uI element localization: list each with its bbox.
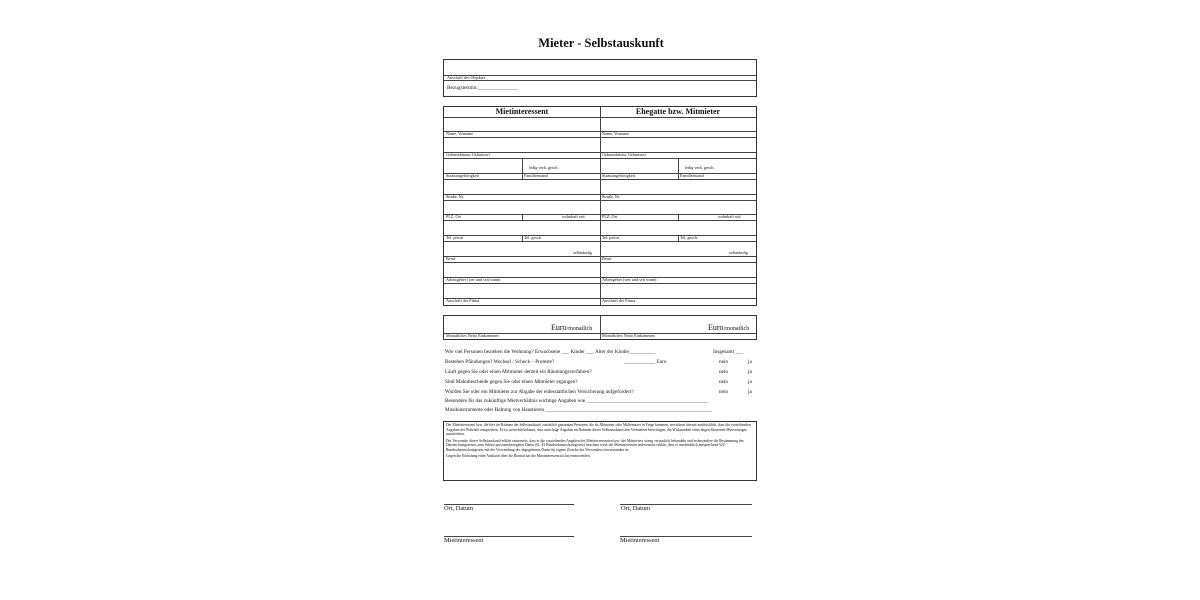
euro-label: Euro	[551, 323, 567, 332]
applicant-table	[443, 106, 757, 306]
right-income-unit	[708, 323, 749, 332]
income-table	[443, 315, 757, 340]
right-self-employed-label[interactable]: selbständig	[729, 250, 748, 255]
question-persons-total[interactable]: Insgesamt ___	[713, 349, 744, 355]
right-city-label: PLZ, Ort	[602, 214, 618, 219]
left-tenant-signature-label: Mietinteressent	[444, 537, 484, 544]
disclaimer-paragraph-3: Gegen die Einholung einer Auskunft über die Bonität hat der Mietinteressent nichts einzuwenden.	[446, 454, 591, 458]
left-place-date-label: Ort, Datum	[444, 505, 474, 512]
right-tenant-signature-label: Mietinteressent	[620, 537, 660, 544]
left-birth-label: Geburtsdatum, Geburtsort	[446, 152, 490, 157]
left-street-label: Straße, Nr.	[446, 194, 465, 199]
right-place-date-label: Ort, Datum	[621, 505, 651, 512]
question-dunning-yes[interactable]: ja	[748, 379, 752, 385]
question-seizures: Bestehen Pfändungen? Wechsel / Scheck – Proteste?	[445, 359, 555, 365]
right-tel-business-label: Tel. gesch.	[680, 235, 698, 240]
right-birth-label: Geburtsdatum, Geburtsort	[602, 152, 646, 157]
left-job-label: Beruf	[446, 256, 456, 261]
question-dunning: Sind Mahnbescheide gegen Sie oder einen Mitmieter ergangen?	[445, 379, 578, 385]
right-income-label: Monatliches Netto Einkommen	[602, 333, 655, 338]
right-marital-options[interactable]: ledig verh. gesch.	[685, 165, 715, 170]
question-eviction: Läuft gegen Sie oder einen Mitmieter derzeit ein Räumungsverfahren?	[445, 369, 592, 375]
left-name-label: Name, Vorname	[446, 131, 474, 136]
question-eviction-no[interactable]: nein	[719, 369, 728, 375]
question-persons[interactable]: Wie viel Personen beziehen die Wohnung? Erwachsene ___ Kinder ___ Alter der Kinder__________	[445, 349, 656, 355]
right-nationality-label: Staatsangehörigkeit	[602, 173, 636, 178]
document-page	[436, 30, 766, 590]
question-seizures-amount[interactable]: ____________ Euro	[624, 359, 667, 365]
right-resident-since-label: wohnhaft seit	[718, 214, 741, 219]
right-tel-private-label: Tel. privat	[602, 235, 620, 240]
disclaimer-box	[443, 421, 757, 481]
question-affidavit-no[interactable]: nein	[719, 389, 728, 395]
left-column-header: Mietinteressent	[495, 107, 549, 116]
right-column-header: Ehegatte bzw. Mitmieter	[635, 107, 721, 116]
right-employer-label: Arbeitgeber (wer und seit wann)	[602, 277, 657, 282]
left-income-unit	[551, 323, 592, 332]
question-affidavit: Wurden Sie oder ein Mitmieter zur Abgabe der eidesstattlichen Versicherung aufgefordert?	[445, 389, 634, 395]
question-dunning-no[interactable]: nein	[719, 379, 728, 385]
document-title: Mieter - Selbstauskunft	[538, 36, 664, 50]
left-employer-address-label: Anschrift der Firma	[446, 298, 480, 303]
per-month-label: /monatlich	[566, 326, 593, 332]
question-affidavit-yes[interactable]: ja	[748, 389, 752, 395]
left-self-employed-label[interactable]: selbständig	[573, 250, 592, 255]
left-marital-label: Familienstand	[524, 173, 548, 178]
left-tel-private-label: Tel. privat	[446, 235, 464, 240]
question-seizures-no[interactable]: nein	[719, 359, 728, 365]
object-box	[443, 59, 757, 97]
right-employer-address-label: Anschrift der Firma	[602, 298, 636, 303]
left-employer-label: Arbeitgeber (wer und seit wann)	[446, 277, 501, 282]
left-tel-business-label: Tel. gesch.	[524, 235, 542, 240]
disclaimer-paragraph-1: Der Mietinteressent bzw. die hier im Rahmen der Selbstauskunft zusätzlich genannten Personen, die als Mitmieter oder Mitbenutzer in Frage kommen, versichern hiermit ausdrücklich, dass die vorstehenden Angaben der Wahrheit entsprechen. Es ist weiterhin bekannt, dass unrichtige Angaben im Rahmen dieser Selbstauskunft den Vermietern berechtigen, die Wirksamkeit eines abgeschlossenen Mietvertrages anzufechten.	[446, 423, 751, 436]
right-job-label: Beruf	[602, 256, 612, 261]
left-nationality-label: Staatsangehörigkeit	[446, 173, 480, 178]
question-instruments-pets[interactable]: Musikinstrumente oder Haltung von Haustieren ________________________________________________________________	[445, 407, 712, 413]
right-street-label: Straße, Nr.	[602, 194, 621, 199]
right-name-label: Name, Vorname	[602, 131, 630, 136]
left-resident-since-label: wohnhaft seit	[562, 214, 585, 219]
question-seizures-yes[interactable]: ja	[748, 359, 752, 365]
question-eviction-yes[interactable]: ja	[748, 369, 752, 375]
euro-label: Euro	[708, 323, 724, 332]
move-in-date-field[interactable]: Bezugstermin:_______________	[447, 85, 518, 91]
left-city-label: PLZ, Ort	[446, 214, 462, 219]
per-month-label: /monatlich	[723, 326, 750, 332]
left-income-label: Monatliches Netto Einkommen	[446, 333, 499, 338]
disclaimer-paragraph-2: Der Verwender dieser Selbstauskunft erklärt seinerseits, dass er die vorstehenden Angaben des Mietinteressenten bzw. des Mitmieters streng vertraulich behandeln und insbesondere die Bestimmung des Datenschutzgesetzes zum Schutz personenbezogener Daten (§1, §2 Bundesdatenschutzgesetz) beachten wird, der Mietinteressent andererseits erklärt, dass er ausdrücklich entsprechend §22 Bundesdatenschutzgesetz mit der Verwendung der abgegebenen Daten für eigene Zwecke des Verwenders einverstanden ist.	[446, 438, 744, 452]
right-marital-label: Familienstand	[680, 173, 704, 178]
object-address-label: Anschrift des Objektes	[447, 75, 486, 80]
question-special-info[interactable]: Besondere für das zukünftige Mietverhältnis wichtige Angaben wie _______________________________________________	[445, 398, 709, 404]
left-marital-options[interactable]: ledig verh. gesch.	[529, 165, 559, 170]
